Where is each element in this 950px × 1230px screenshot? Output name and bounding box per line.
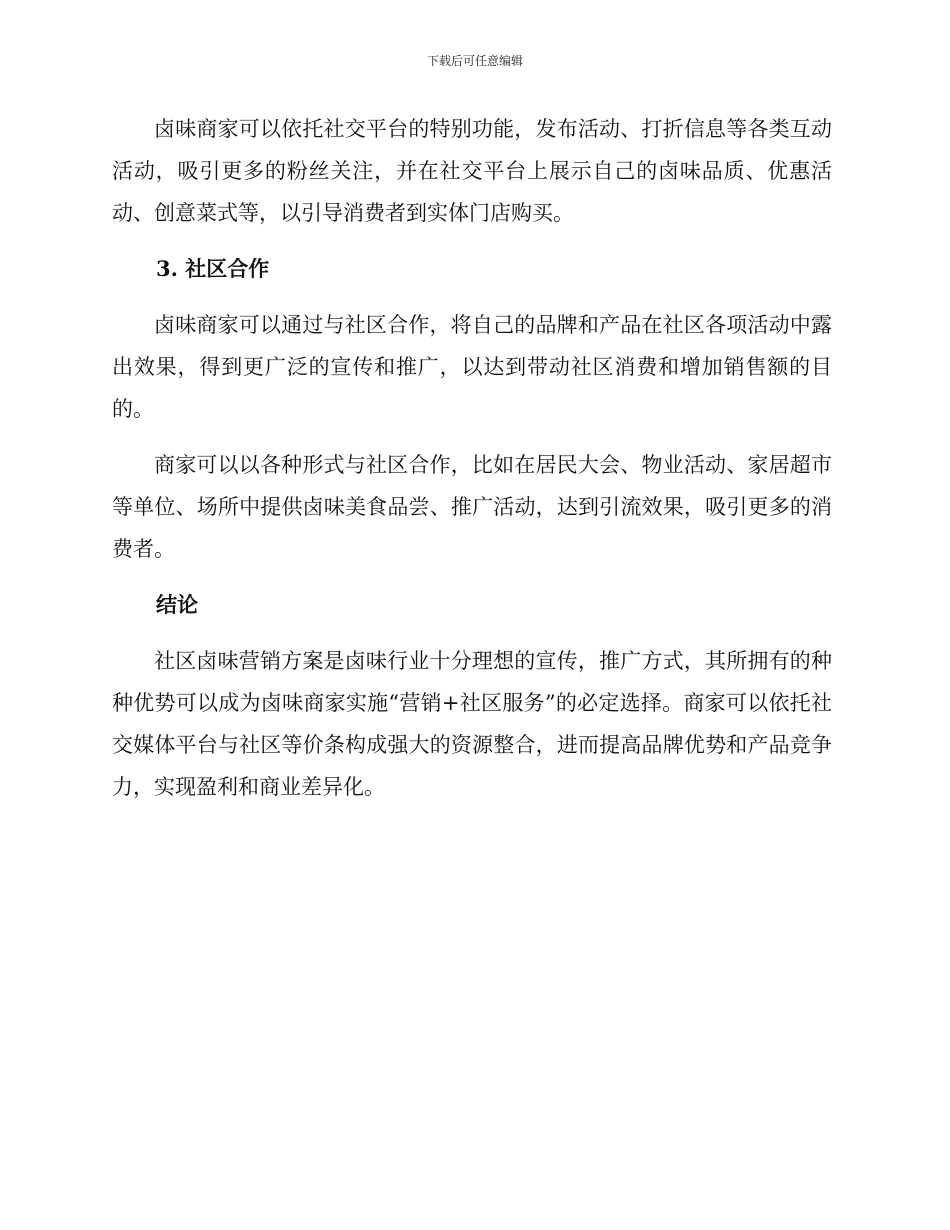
paragraph-conclusion: 社区卤味营销方案是卤味行业十分理想的宣传，推广方式，其所拥有的种种优势可以成为卤味商家实施“营销+社区服务”的必定选择。商家可以依托社交媒体平台与社区等价条构成强大的资源整合，进而提高品牌优势和产品竞争力，实现盈利和商业差异化。 <box>112 649 832 799</box>
heading-conclusion: 结论 <box>156 592 198 617</box>
heading-community-cooperation: 3. 社区合作 <box>156 256 270 281</box>
paragraph-community-cooperation: 卤味商家可以通过与社区合作，将自己的品牌和产品在社区各项活动中露出效果，得到更广泛的宣传和推广，以达到带动社区消费和增加销售额的目的。 <box>112 313 832 421</box>
document-body <box>112 108 832 808</box>
paragraph-community-forms: 商家可以以各种形式与社区合作，比如在居民大会、物业活动、家居超市等单位、场所中提供卤味美食品尝、推广活动，达到引流效果，吸引更多的消费者。 <box>112 453 832 561</box>
paragraph-social-platform: 卤味商家可以依托社交平台的特别功能，发布活动、打折信息等各类互动活动，吸引更多的粉丝关注，并在社交平台上展示自己的卤味品质、优惠活动、创意菜式等，以引导消费者到实体门店购买。 <box>112 117 832 225</box>
page-header: 下载后可任意编辑 <box>426 54 523 68</box>
